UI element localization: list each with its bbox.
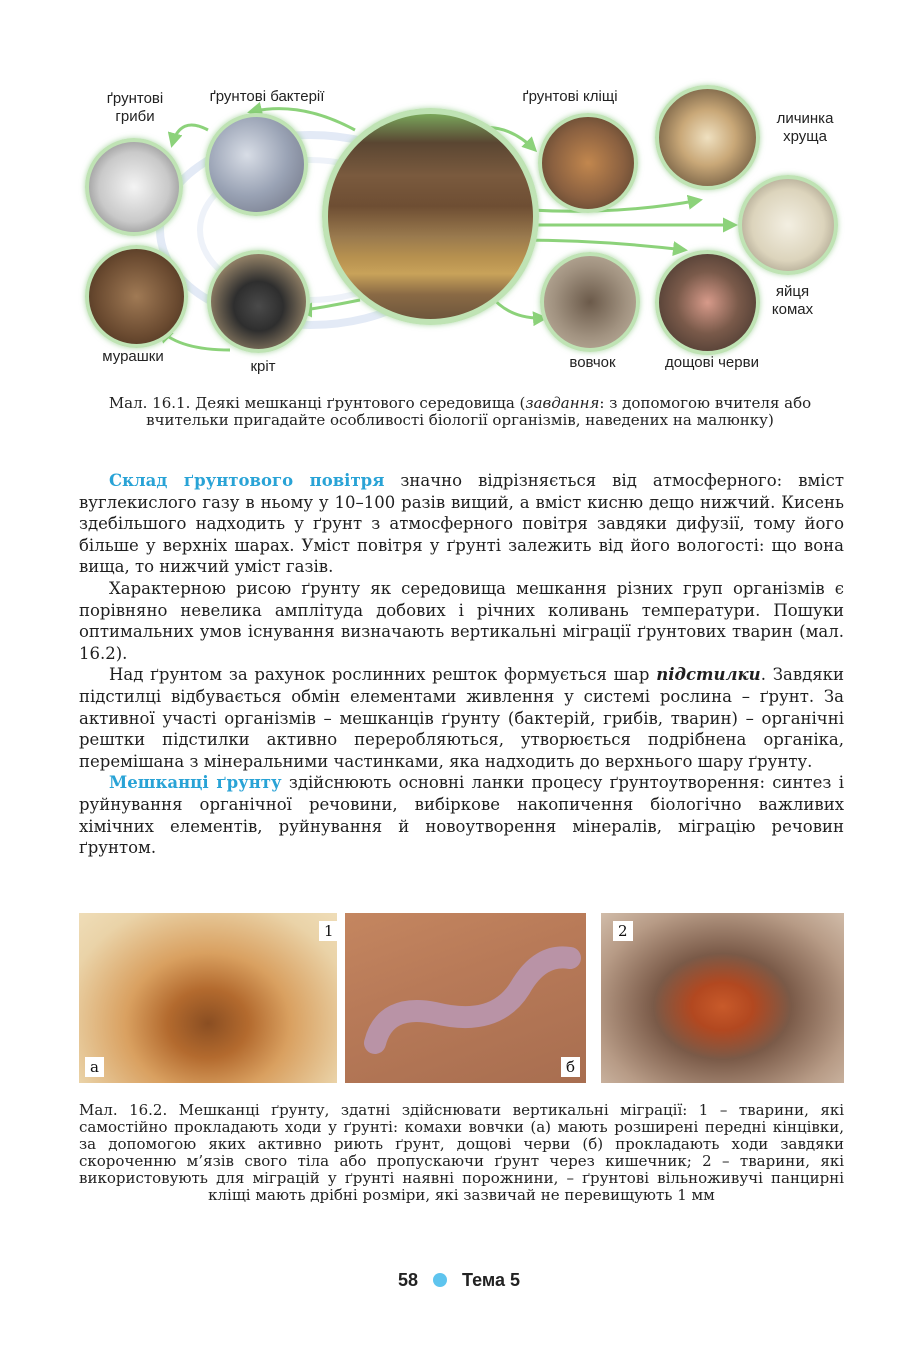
- figure-16-2-caption: Мал. 16.2. Мешканці ґрунту, здатні здійснювати вертикальні міграції: 1 – тварини, які самостійно прокладають ходи у ґрунті: комахи вовчки (а) мають розширені передні кінцівки, за допомогою яких активно риють ґрунт, дощові черви (б) прокладають ходи завдяки скороченню м’язів свого тіла або пропускаючи ґрунт через кишечник; 2 – тварини, які використовують для міграцій у ґрунті наявні порожнини, – ґрунтові вільноживучі панцирні кліщі мають дрібні розміри, які зазвичай не перевищують 1 мм: [79, 1101, 844, 1204]
- fungi-image: [85, 138, 183, 236]
- topic-label: Тема 5: [462, 1270, 521, 1290]
- arrow-to-worms: [520, 240, 685, 250]
- photo-mole-cricket: [79, 913, 337, 1083]
- ants-image: [85, 245, 188, 348]
- label-ants: мурашки: [102, 348, 164, 365]
- term-soil-air: Склад ґрунтового повітря: [109, 471, 385, 490]
- photo-earthworm: [324, 913, 586, 1083]
- mole-image: [207, 250, 310, 353]
- tag-one: 1: [319, 921, 339, 941]
- arrow-to-fungi: [172, 125, 208, 145]
- term-soil-inhabitants: Мешканці ґрунту: [109, 773, 282, 793]
- worms-image: [655, 250, 760, 355]
- soil-profile-image: [322, 108, 539, 325]
- caption-lead: Мал. 16.1. Деякі мешканці ґрунтового середовища (: [108, 394, 526, 412]
- tag-b: б: [561, 1057, 580, 1077]
- label-bacteria: ґрунтові бактерії: [209, 88, 325, 105]
- larva-image: [655, 85, 760, 190]
- paragraph-air-body: значно відрізняється від атмосферного: вміст вуглекислого газу в ньому у 10–100 разів вищий, а вміст кисню дещо нижчий. Кисень здебільшого надходить у ґрунт з атмосферного повітря завдяки дифузії, тому його більше у верхніх шарах. Уміст повітря у ґрунті залежить від його вологості: що вона вища, то нижчий уміст газів.: [79, 471, 844, 577]
- caption-task: завдання: [525, 394, 600, 412]
- mites-image: [538, 113, 638, 213]
- label-cricket: вовчок: [569, 354, 616, 371]
- label-larva: личинка хруща: [776, 110, 834, 145]
- label-fungi: ґрунтові гриби: [106, 90, 164, 125]
- paragraph-inhabitants: [79, 772, 844, 858]
- figure-16-1-caption: [105, 395, 815, 429]
- paragraph-litter: [79, 664, 844, 772]
- paragraph-litter-a: Над ґрунтом за рахунок рослинних решток формується шар: [109, 665, 657, 685]
- tag-a: а: [85, 1057, 104, 1077]
- page-footer: [0, 1270, 918, 1291]
- figure-16-1: [0, 0, 918, 390]
- tag-two: 2: [613, 921, 633, 941]
- label-mites: ґрунтові кліщі: [522, 88, 618, 105]
- label-eggs: яйця комах: [771, 283, 814, 318]
- earthworm-shape: [345, 913, 586, 1083]
- photo-soil-mite: [601, 913, 844, 1083]
- paragraph-air: [79, 470, 844, 578]
- main-text: [79, 470, 844, 859]
- paragraph-litter-b: . Завдяки підстилці відбувається обмін елементами живлення у системі рослина – ґрунт. За активної участі організмів – мешканців ґрунту (бактерій, грибів, тварин) – органічні рештки підстилки активно переробляються, утворюється подрібнена органіка, перемішана з мінеральними частинками, яка надходить до верхнього шару ґрунту.: [79, 665, 844, 771]
- page-number: 58: [397, 1270, 418, 1290]
- caption-rest: : з допомогою вчителя або вчительки пригадайте особливості біології організмів, наведених на малюнку): [146, 394, 812, 429]
- cricket-image: [540, 252, 640, 352]
- bacteria-image: [205, 113, 308, 216]
- paragraph-temperature: Характерною рисою ґрунту як середовища мешкання різних груп організмів є порівняно невелика амплітуда добових і річних коливань температури. Пошуки оптимальних умов існування визначають вертикальні міграції ґрунтових тварин (мал. 16.2).: [79, 578, 844, 663]
- eggs-image: [738, 175, 838, 275]
- term-litter: підстилки: [656, 665, 761, 685]
- label-worms: дощові черви: [665, 354, 759, 371]
- paragraph-inhabitants-body: здійснюють основні ланки процесу ґрунтоутворення: синтез і руйнування органічної речовини, вибіркове накопичення біологічно важливих хімічних елементів, руйнування й новоутворення мінералів, міграцію речовин ґрунтом.: [79, 773, 844, 858]
- label-mole: кріт: [250, 358, 276, 375]
- footer-dot: [433, 1273, 447, 1287]
